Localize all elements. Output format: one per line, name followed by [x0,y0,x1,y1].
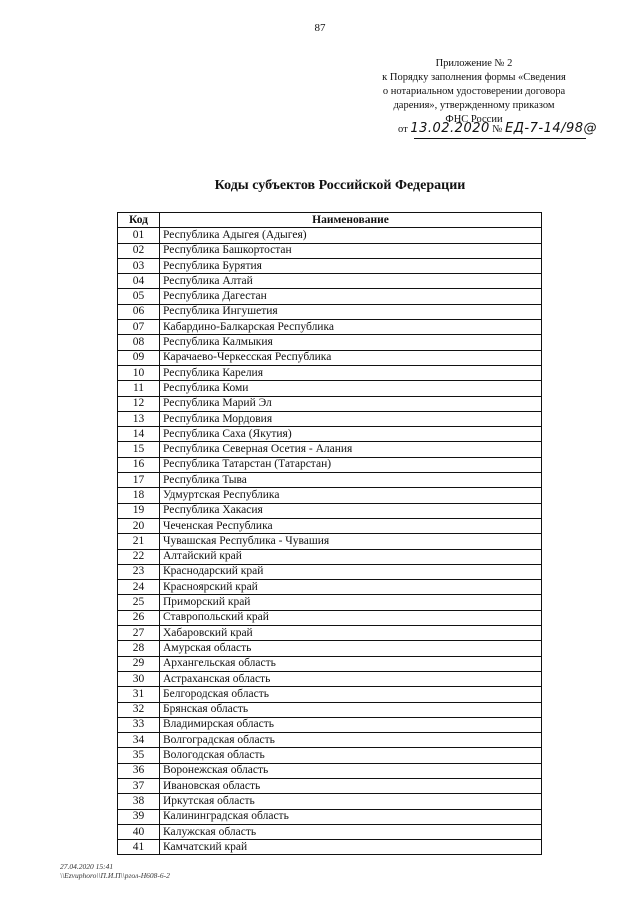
table-row [118,794,542,809]
region-name: Ставропольский край [160,610,542,625]
region-name: Удмуртская Республика [160,488,542,503]
appendix-line: ФНС России [445,114,503,125]
region-name: Алтайский край [160,549,542,564]
table-row [118,457,542,472]
table-row [118,610,542,625]
table-row [118,534,542,549]
table-row [118,733,542,748]
region-code: 07 [118,320,160,335]
region-name: Иркутская область [160,794,542,809]
region-name: Белгородская область [160,687,542,702]
region-code: 30 [118,671,160,686]
region-code: 39 [118,809,160,824]
region-code: 21 [118,534,160,549]
table-row [118,687,542,702]
table-row [118,365,542,380]
region-code: 09 [118,350,160,365]
region-code: 11 [118,381,160,396]
region-name: Ивановская область [160,778,542,793]
region-code: 23 [118,564,160,579]
region-code: 12 [118,396,160,411]
region-code: 16 [118,457,160,472]
table-row [118,626,542,641]
region-code: 36 [118,763,160,778]
region-name: Краснодарский край [160,564,542,579]
region-code: 06 [118,304,160,319]
region-name: Калужская область [160,824,542,839]
appendix-line: Приложение № 2 [435,58,513,69]
region-name: Волгоградская область [160,733,542,748]
region-name: Хабаровский край [160,626,542,641]
region-code: 20 [118,518,160,533]
region-name: Красноярский край [160,580,542,595]
region-code: 08 [118,335,160,350]
region-name: Вологодская область [160,748,542,763]
order-underline [414,138,586,139]
region-name: Республика Тыва [160,473,542,488]
region-code: 26 [118,610,160,625]
region-code: 14 [118,427,160,442]
region-code: 32 [118,702,160,717]
header-name: Наименование [160,213,542,228]
table-row [118,702,542,717]
table-row [118,304,542,319]
table-row [118,289,542,304]
table-row [118,809,542,824]
region-name: Брянская область [160,702,542,717]
table-row [118,763,542,778]
region-name: Владимирская область [160,717,542,732]
table-row [118,427,542,442]
header-code: Код [118,213,160,228]
table-row [118,488,542,503]
table-row [118,350,542,365]
region-code: 31 [118,687,160,702]
table-row [118,228,542,243]
table-row [118,473,542,488]
region-code: 02 [118,243,160,258]
order-prefix: от [398,124,408,135]
table-row [118,335,542,350]
region-name: Республика Марий Эл [160,396,542,411]
appendix-header [344,57,604,127]
region-code: 28 [118,641,160,656]
document-title: Коды субъектов Российской Федерации [214,178,466,193]
region-name: Воронежская область [160,763,542,778]
region-code: 19 [118,503,160,518]
table-header-row [118,213,542,228]
appendix-line: к Порядку заполнения формы «Сведения [382,72,566,83]
appendix-line: дарения», утвержденному приказом [393,100,555,111]
region-code: 38 [118,794,160,809]
table-row [118,442,542,457]
table-row [118,824,542,839]
region-name: Республика Алтай [160,274,542,289]
region-code: 24 [118,580,160,595]
region-code: 17 [118,473,160,488]
region-code: 29 [118,656,160,671]
order-number-prefix: № [492,124,503,135]
table-row [118,717,542,732]
region-code: 15 [118,442,160,457]
order-number: ЕД-7-14/98@ [505,121,598,136]
table-row [118,778,542,793]
page-number: 87 [314,22,326,34]
region-codes-table [117,212,542,855]
region-name: Республика Калмыкия [160,335,542,350]
table-row [118,549,542,564]
table-row [118,320,542,335]
table-body [118,228,542,855]
table-row [118,671,542,686]
region-code: 22 [118,549,160,564]
table-row [118,656,542,671]
footer-path: \\Ezvuphoro\\П.И.П\\ргол-Н608-6-2 [60,871,170,880]
region-code: 01 [118,228,160,243]
region-name: Амурская область [160,641,542,656]
region-code: 34 [118,733,160,748]
region-code: 27 [118,626,160,641]
order-date: 13.02.2020 [410,121,490,136]
region-code: 03 [118,258,160,273]
table-row [118,274,542,289]
table-row [118,518,542,533]
table-row [118,641,542,656]
table-row [118,503,542,518]
region-code: 37 [118,778,160,793]
region-code: 41 [118,840,160,855]
region-code: 10 [118,365,160,380]
region-name: Республика Татарстан (Татарстан) [160,457,542,472]
region-name: Республика Башкортостан [160,243,542,258]
table-row [118,840,542,855]
region-name: Республика Мордовия [160,411,542,426]
region-code: 13 [118,411,160,426]
table-row [118,243,542,258]
region-code: 18 [118,488,160,503]
region-code: 05 [118,289,160,304]
table-row [118,396,542,411]
region-code: 25 [118,595,160,610]
region-name: Кабардино-Балкарская Республика [160,320,542,335]
table-row [118,258,542,273]
region-name: Калининградская область [160,809,542,824]
region-name: Карачаево-Черкесская Республика [160,350,542,365]
region-code: 35 [118,748,160,763]
order-reference [398,121,608,136]
region-name: Чувашская Республика - Чувашия [160,534,542,549]
footer-timestamp: 27.04.2020 15:41 [60,862,114,871]
region-name: Республика Дагестан [160,289,542,304]
table-row [118,580,542,595]
region-name: Республика Коми [160,381,542,396]
region-name: Республика Адыгея (Адыгея) [160,228,542,243]
table-row [118,381,542,396]
region-name: Республика Карелия [160,365,542,380]
region-code: 40 [118,824,160,839]
region-name: Чеченская Республика [160,518,542,533]
region-name: Республика Саха (Якутия) [160,427,542,442]
region-name: Архангельская область [160,656,542,671]
region-name: Республика Северная Осетия - Алания [160,442,542,457]
table-row [118,564,542,579]
region-code: 33 [118,717,160,732]
footer-stamp [60,862,170,880]
region-name: Республика Хакасия [160,503,542,518]
region-name: Приморский край [160,595,542,610]
appendix-line: о нотариальном удостоверении договора [382,86,566,97]
region-name: Республика Ингушетия [160,304,542,319]
table-row [118,595,542,610]
region-name: Республика Бурятия [160,258,542,273]
table-row [118,411,542,426]
table-row [118,748,542,763]
region-code: 04 [118,274,160,289]
region-name: Камчатский край [160,840,542,855]
region-name: Астраханская область [160,671,542,686]
